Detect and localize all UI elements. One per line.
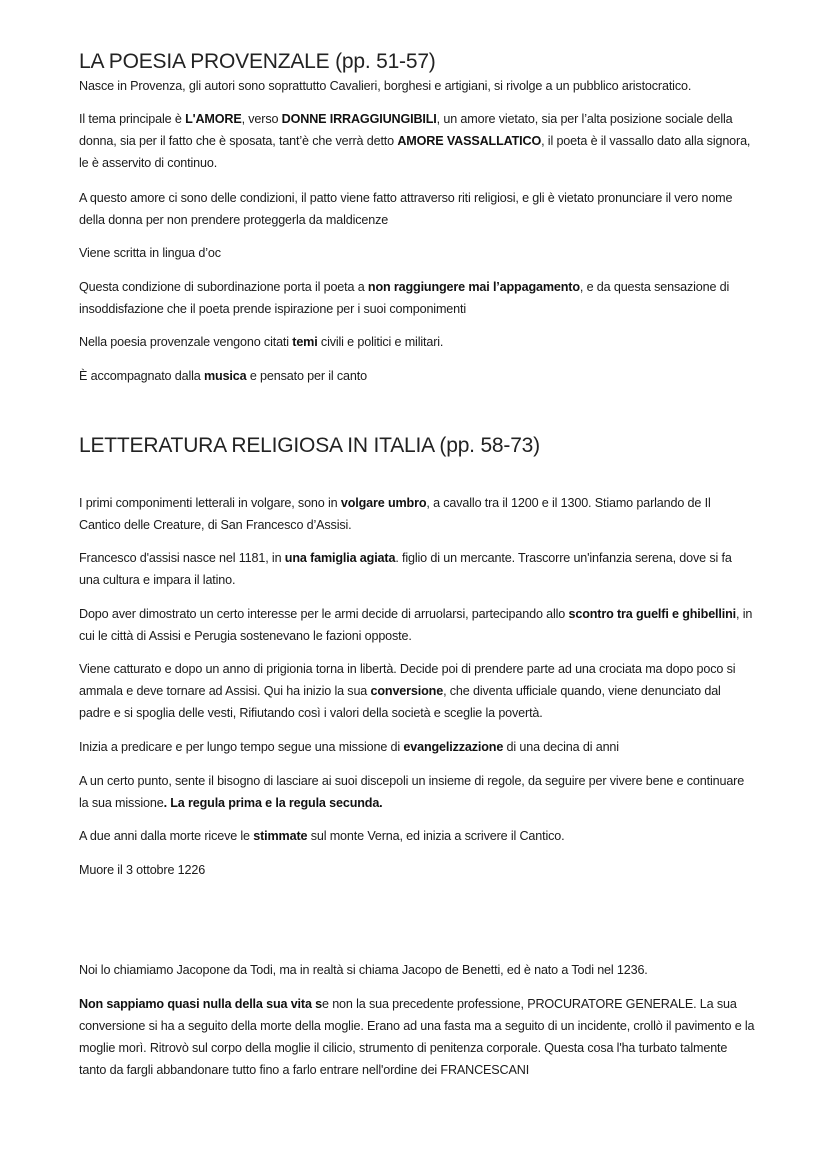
text-run: Questa condizione di subordinazione porta il poeta a [79, 280, 368, 294]
text-run: Nella poesia provenzale vengono citati [79, 335, 293, 349]
text-run: , in cui le città di Assisi e Perugia sostenevano le fazioni opposte. [79, 607, 753, 643]
paragraph [79, 365, 755, 387]
section-heading-poesia-provenzale: LA POESIA PROVENZALE (pp. 51-57) [79, 50, 436, 73]
text-run: Nasce in Provenza, gli autori sono soprattutto Cavalieri, borghesi e artigiani, si rivolge a un pubblico aristocratico. [79, 79, 692, 93]
bold-text-run: scontro tra guelfi e ghibellini [568, 607, 736, 621]
text-run: Viene catturato e dopo un anno di prigionia torna in libertà. Decide poi di prendere parte ad una crociata ma dopo poco si ammala e deve tornare ad Assisi. Qui ha inizio la sua [79, 662, 736, 698]
paragraph [79, 603, 755, 647]
paragraph [79, 331, 755, 353]
bold-text-run: L'AMORE [185, 112, 242, 126]
bold-text-run: stimmate [253, 829, 308, 843]
text-run: , e da questa sensazione di insoddisfazione che il poeta prende ispirazione per i suoi componimenti [79, 280, 730, 316]
text-run: e pensato per il canto [246, 369, 367, 383]
text-run: I primi componimenti letterali in volgare, sono in [79, 496, 341, 510]
paragraph [79, 825, 755, 847]
text-run: Noi lo chiamiamo Jacopone da Todi, ma in realtà si chiama Jacopo de Benetti, ed è nato a Todi nel 1236. [79, 963, 648, 977]
text-run: È accompagnato dalla [79, 369, 204, 383]
text-run: A un certo punto, sente il bisogno di lasciare ai suoi discepoli un insieme di regole, da seguire per vivere bene e continuare la sua missione [79, 774, 745, 810]
paragraph [79, 993, 755, 1081]
text-run: , verso [241, 112, 282, 126]
paragraph [79, 859, 755, 881]
bold-text-run: conversione [370, 684, 444, 698]
text-run: e non la sua precedente professione, PROCURATORE GENERALE. La sua conversione si ha a seguito della morte della moglie. Erano ad una fasta ma a seguito di un incidente, crollò il pavimento e la moglie morì. Ritrovò sul corpo della moglie il cilicio, strumento di penitenza corporale. Questa cosa l'ha turbato talmente tanto da fargli abbandonare tutto fino a farlo entrare nell'ordine dei FRANCESCANI [79, 997, 755, 1077]
bold-text-run: musica [203, 369, 247, 383]
paragraph [79, 736, 755, 758]
paragraph [79, 75, 755, 97]
bold-text-run: Non sappiamo quasi nulla della sua vita s [79, 997, 322, 1011]
paragraph [79, 547, 755, 591]
text-run: , che diventa ufficiale quando, viene denunciato dal padre e si spoglia delle vesti, Rifiutando così i valori della società e sceglie la povertà. [79, 684, 721, 720]
bold-text-run: DONNE IRRAGGIUNGIBILI [281, 112, 437, 126]
paragraph [79, 959, 755, 981]
paragraph [79, 108, 755, 174]
paragraph [79, 242, 755, 264]
text-run: Il tema principale è [79, 112, 186, 126]
bold-text-run: non raggiungere mai l’appagamento [367, 280, 580, 294]
bold-text-run: . La regula prima e la regula secunda. [163, 796, 383, 810]
text-run: . figlio di un mercante. Trascorre un'infanzia serena, dove si fa una cultura e impara il latino. [79, 551, 732, 587]
paragraph [79, 658, 755, 724]
bold-text-run: volgare umbro [340, 496, 427, 510]
text-run: Viene scritta in lingua d’oc [79, 246, 221, 260]
text-run: Francesco d'assisi nasce nel 1181, in [79, 551, 285, 565]
paragraph [79, 187, 755, 231]
bold-text-run: AMORE VASSALLATICO [397, 134, 542, 148]
text-run: Inizia a predicare e per lungo tempo segue una missione di [79, 740, 404, 754]
text-run: , il poeta è il vassallo dato alla signora, le è asservito di continuo. [79, 134, 751, 170]
text-run: A due anni dalla morte riceve le [79, 829, 254, 843]
section-heading-letteratura-religiosa: LETTERATURA RELIGIOSA IN ITALIA (pp. 58-73) [79, 434, 540, 457]
paragraph [79, 492, 755, 536]
paragraph [79, 276, 755, 320]
text-run: , un amore vietato, sia per l’alta posizione sociale della donna, sia per il fatto che è sposata, tant’è che verrà detto [79, 112, 733, 148]
text-run: di una decina di anni [503, 740, 619, 754]
text-run: sul monte Verna, ed inizia a scrivere il Cantico. [307, 829, 565, 843]
bold-text-run: temi [292, 335, 318, 349]
text-run: , a cavallo tra il 1200 e il 1300. Stiamo parlando de Il Cantico delle Creature, di San Francesco d’Assisi. [79, 496, 711, 532]
paragraph [79, 770, 755, 814]
bold-text-run: evangelizzazione [403, 740, 504, 754]
text-run: Muore il 3 ottobre 1226 [79, 863, 206, 877]
text-run: civili e politici e militari. [317, 335, 444, 349]
text-run: Dopo aver dimostrato un certo interesse per le armi decide di arruolarsi, partecipando allo [79, 607, 569, 621]
text-run: A questo amore ci sono delle condizioni, il patto viene fatto attraverso riti religiosi, e gli è vietato pronunciare il vero nome della donna per non prendere proteggerla da maldicenze [79, 191, 733, 227]
bold-text-run: una famiglia agiata [284, 551, 396, 565]
